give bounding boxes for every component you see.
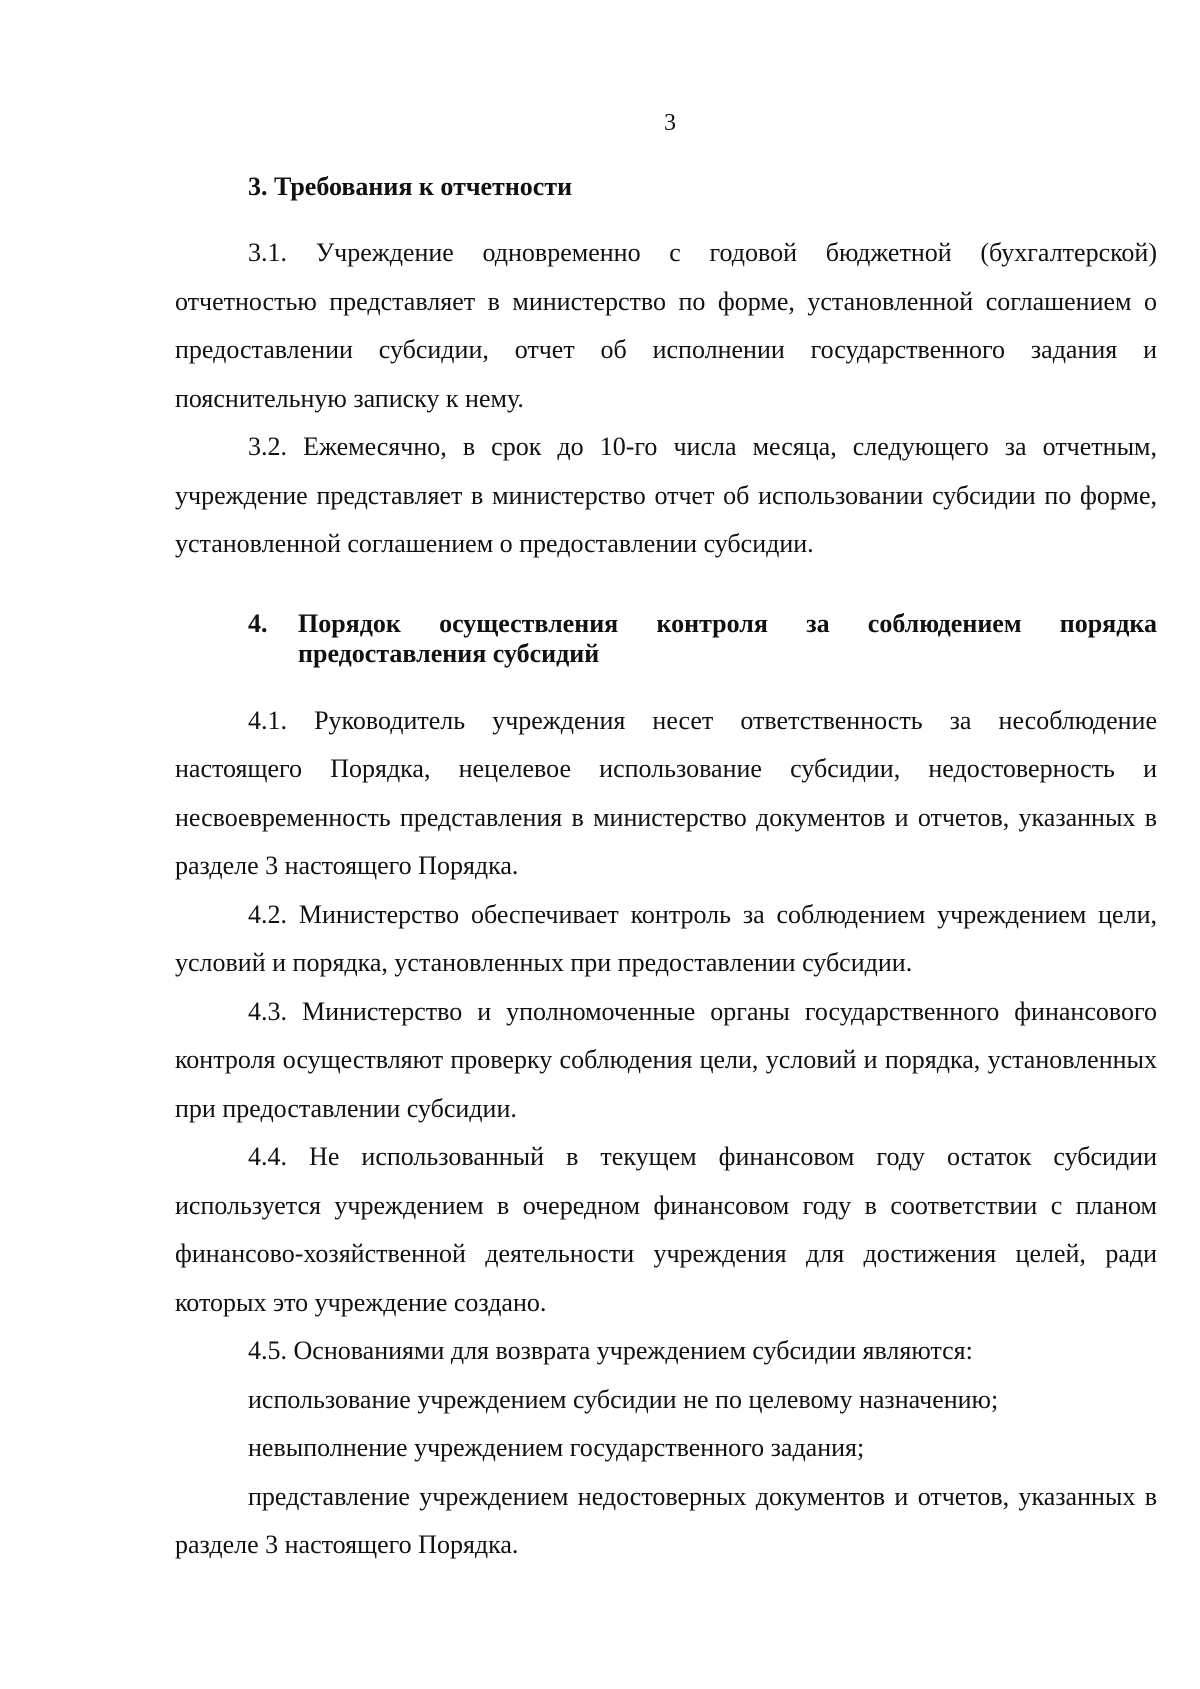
list-item: невыполнение учреждением государственного задания; (248, 1433, 865, 1462)
paragraph-3-1: 3.1. Учреждение одновременно с годовой бюджетной (бухгалтерской) отчетностью представляет в министерство по форме, установленной соглашением о предоставлении субсидии, отчет об исполнении государственного задания и пояснительную записку к нему. (175, 238, 1157, 413)
section-4-heading-text: Порядок осуществления контроля за соблюдением порядка предоставления субсидий (298, 608, 1157, 668)
paragraph-4-2: 4.2. Министерство обеспечивает контроль за соблюдением учреждением цели, условий и порядка, установленных при предоставлении субсидии. (175, 899, 1157, 977)
list-item: использование учреждением субсидии не по целевому назначению; (248, 1384, 999, 1414)
spacer (175, 669, 1157, 697)
spacer (175, 211, 1157, 229)
paragraph-3-2: 3.2. Ежемесячно, в срок до 10-го числа месяца, следующего за отчетным, учреждение представляет в министерство отчет об использовании субсидии по форме, установленной соглашением о предоставлении субсидии. (175, 432, 1157, 558)
page-number: 3 (664, 110, 676, 136)
paragraph-4-1: 4.1. Руководитель учреждения несет ответственность за несоблюдение настоящего Порядка, нецелевое использование субсидии, недостоверность и несвоевременность представления в министерство документов и отчетов, указанных в разделе 3 настоящего Порядка. (175, 705, 1157, 880)
spacer (175, 569, 1157, 609)
section-3-heading: 3. Требования к отчетности (248, 172, 573, 201)
paragraph-4-5: 4.5. Основаниями для возврата учреждением субсидии являются: (248, 1336, 973, 1365)
section-4-heading-number: 4. (248, 608, 268, 638)
paragraph-4-4: 4.4. Не использованный в текущем финансовом году остаток субсидии используется учреждением в очередном финансовом году в соответствии с планом финансово-хозяйственной деятельности учреждения для достижения целей, ради которых это учреждение создано. (175, 1142, 1157, 1317)
section-4-heading (175, 609, 1157, 669)
list-item: представление учреждением недостоверных документов и отчетов, указанных в разделе 3 настоящего Порядка. (175, 1481, 1157, 1559)
document-body (175, 163, 1157, 1570)
paragraph-4-3: 4.3. Министерство и уполномоченные органы государственного финансового контроля осуществляют проверку соблюдения цели, условий и порядка, установленных при предоставлении субсидии. (175, 996, 1157, 1123)
